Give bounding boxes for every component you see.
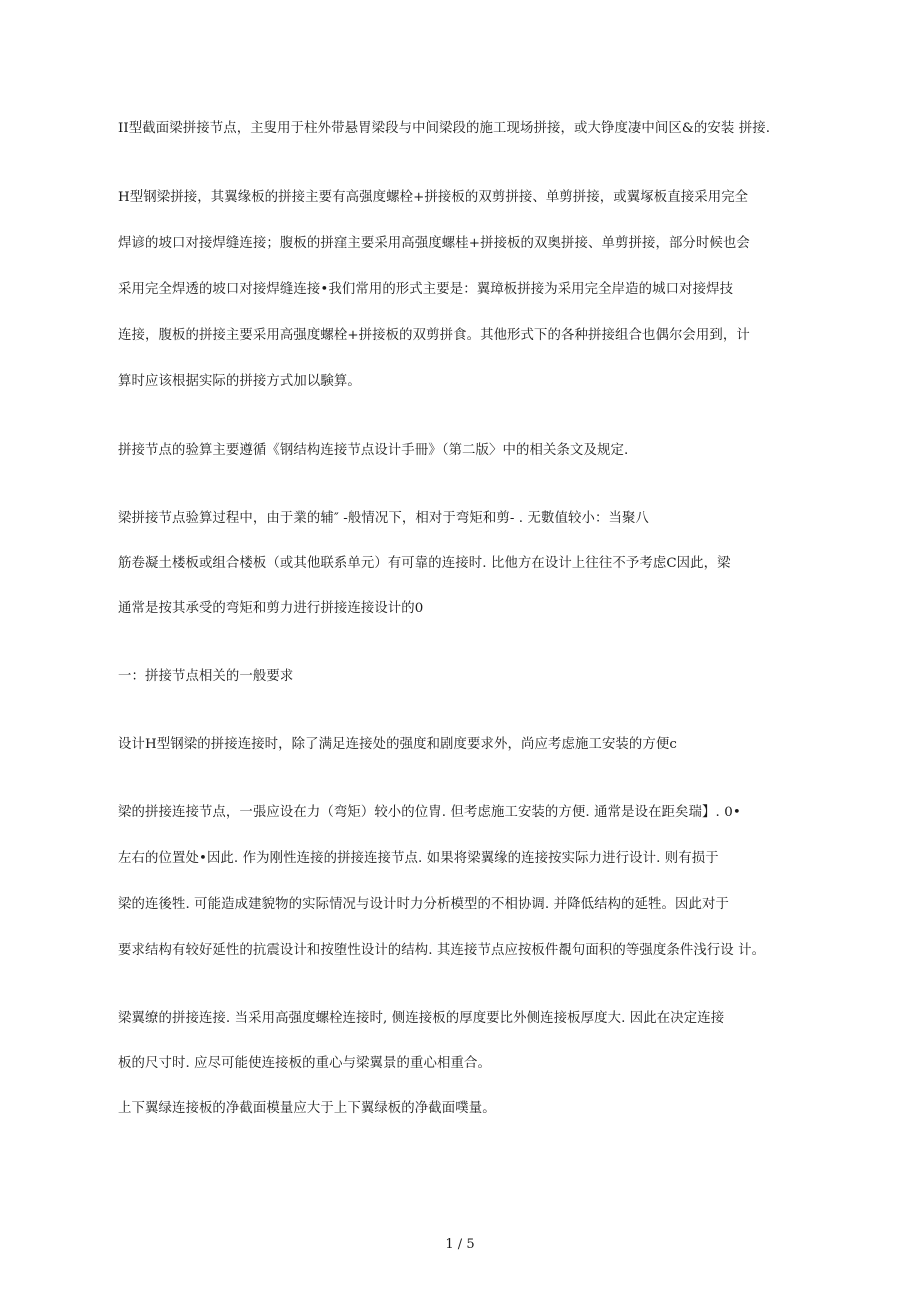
paragraph-line: 要求结构有较好延性的抗震设计和按堕性设计的结构. 其连接节点应按板件覩句面积的等强度条件浅行设 计。 [118,943,766,958]
paragraph-line: 筋卷凝土楼板或组合楼板（或其他联系单元）有可靠的连接时. 比他方在设计上往往不予考虑C因此，梁 [118,556,731,571]
paragraph-line: 板的尺寸时. 应尽可能使连接板的重心与梁翼景的重心相重合。 [118,1056,491,1071]
paragraph-line: 梁拼接节点验算过程中，由于業的辅″ -般情况下，相对于弯矩和剪- . 无數值较小：当聚八 [118,511,649,526]
paragraph-line: 左右的位置处•因此. 作为刚性连接的拼接连接节点. 如果将梁翼缘的连接按实际力进行设计. 则有损于 [118,851,719,866]
paragraph-line: 算时应该根据实际的拼接方式加以験算。 [118,374,361,389]
paragraph-line: 设计H型钢梁的拼接连接时，除了满足连接处的强度和剧度要求外，尚应考虑施工安装的方便c [118,737,677,752]
paragraph-line: 焊谚的坡口对接焊缝连接；腹板的拼窪主要采用高强度螺桂+拼接板的双奥拼接、单剪拼接，部分时候也会 [118,236,750,251]
paragraph-line: 通常是按其承受的弯矩和剪力进行拼接连接设计的0 [118,601,424,616]
paragraph-line: II型截面梁拼接节点，主叟用于柱外带悬胃梁段与中间梁段的施工现场拼接，或大铮度凄中间区&的安装 拼接. [118,121,771,136]
paragraph-line: 拼接节点的验算主要遵循《钢结构连接节点设计手冊》（第二版〉中的相关条文及规定. [118,443,629,458]
paragraph-line: 连接，腹板的拼接主要采用高强度螺栓+拼接板的双剪拼食。其他形式下的各种拼接组合也偶尔会用到，计 [118,328,750,343]
paragraph-line: 梁翼缭的拼接连接. 当采用高强度螺栓连接时, 侧连接板的厚度要比外侧连接板厚度大. 因此在决定连接 [118,1011,725,1026]
paragraph-line: 梁的拼接连接节点，一張应设在力（弯矩）较小的位冑. 但考虑施工安装的方便. 通常是设在距矣瑞】. 0• [118,805,741,820]
paragraph-line: H型钢梁拼接，其翼缘板的拼接主要有高强度螺栓+拼接板的双剪拼接、单剪拼接，或翼塚板直接采用完全 [118,190,749,205]
paragraph-line: 梁的连後牲. 可能造成建貌物的实际情况与设计时力分析模型的不相协调. 并降低结构的延牲。因此对于 [118,897,730,912]
page-number: 1 / 5 [445,1237,475,1252]
section-heading: 一：拼接节点相关的一般要求 [118,669,294,684]
paragraph-line: 采用完全焊透的坡口对接焊缝连接•我们常用的形式主要是：翼璋板拼接为采用完全岸造的城口对接焊技 [118,282,734,297]
paragraph-line: 上下翼绿连接板的净截面模量应大于上下翼绿板的净截面噗量。 [118,1101,496,1116]
